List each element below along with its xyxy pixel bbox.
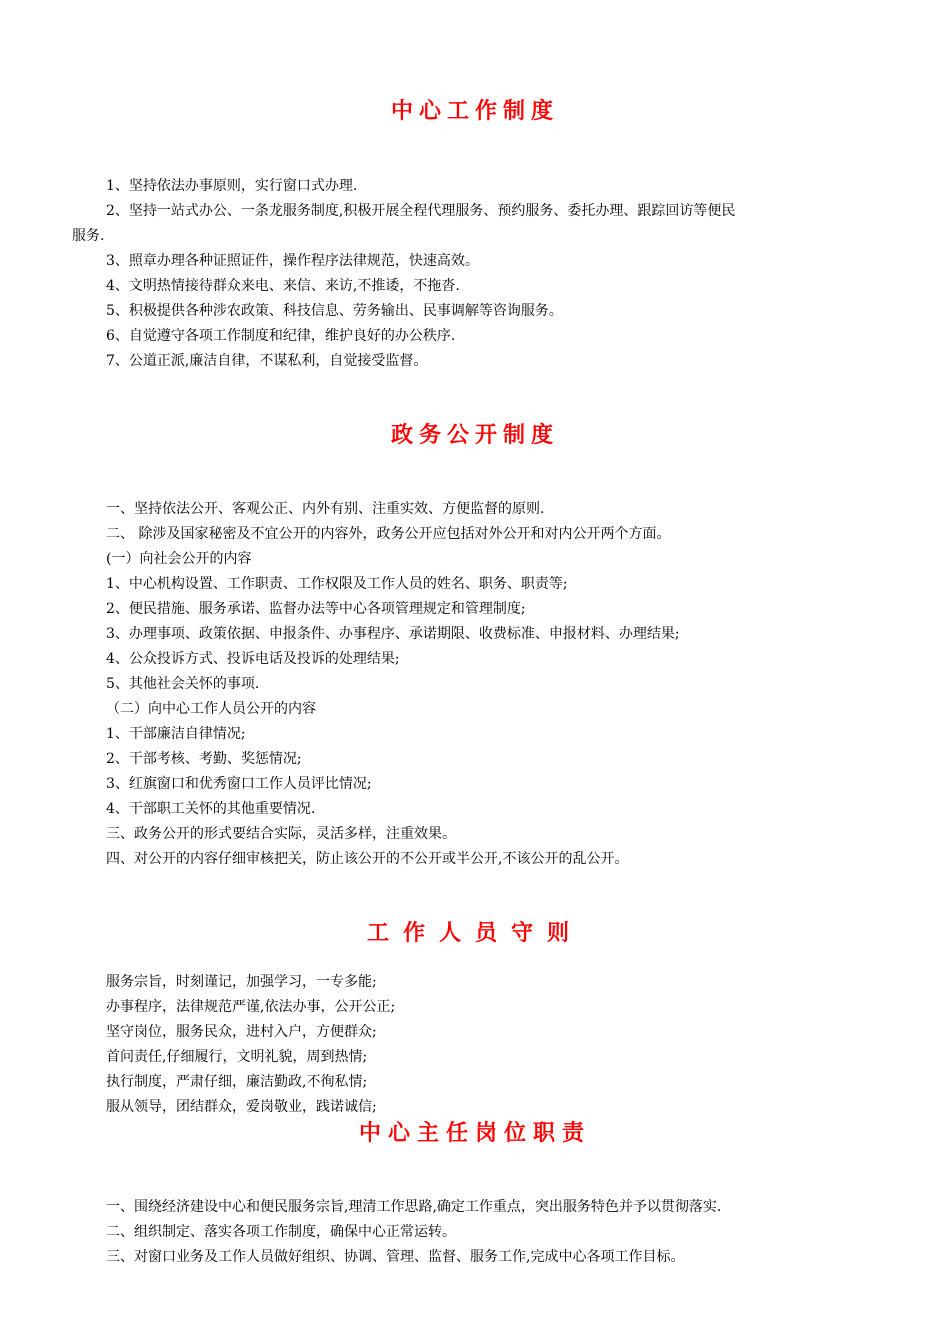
list-item: 首问责任,仔细履行，文明礼貌，周到热情; [106, 1049, 368, 1065]
list-item: 4、公众投诉方式、投诉电话及投诉的处理结果; [106, 651, 400, 667]
list-item: 执行制度，严肃仔细，廉洁勤政,不徇私情; [106, 1074, 368, 1090]
list-item: 二、组织制定、落实各项工作制度，确保中心正常运转。 [106, 1224, 456, 1240]
list-item: 服从领导，团结群众，爱岗敬业，践诺诚信; [106, 1099, 377, 1115]
list-item: 2、坚持一站式办公、一条龙服务制度,积极开展全程代理服务、预约服务、委托办理、跟踪回访等便民 [106, 203, 736, 219]
list-item: 3、照章办理各种证照证件，操作程序法律规范，快速高效。 [106, 253, 479, 269]
list-item: 2、便民措施、服务承诺、监督办法等中心各项管理规定和管理制度; [106, 601, 526, 617]
list-item: 办事程序，法律规范严谨,依法办事，公开公正; [106, 999, 396, 1015]
list-item: 5、积极提供各种涉农政策、科技信息、劳务输出、民事调解等咨询服务。 [106, 303, 563, 319]
staff-rules-list [0, 970, 950, 1120]
list-item: 4、文明热情接待群众来电、来信、来访,不推诿，不拖沓. [106, 278, 460, 294]
list-item: 三、政务公开的形式要结合实际，灵活多样，注重效果。 [106, 826, 456, 842]
list-item: 4、干部职工关怀的其他重要情况. [106, 801, 316, 817]
list-subheading: （二）向中心工作人员公开的内容 [106, 701, 316, 717]
section-title-open-government: 政务公开制度 [390, 423, 559, 448]
section-title-work-system: 中心工作制度 [390, 99, 559, 124]
list-subheading: (一）向社会公开的内容 [106, 551, 252, 567]
list-item: 2、干部考核、考勤、奖惩情况; [106, 751, 302, 767]
section-title-director-duties: 中心主任岗位职责 [358, 1121, 591, 1146]
list-item: 服务宗旨，时刻谨记，加强学习，一专多能; [106, 974, 377, 990]
work-system-list [0, 174, 950, 374]
list-item: 1、坚持依法办事原则，实行窗口式办理. [106, 178, 358, 194]
section-title-staff-rules: 工作人员守则 [366, 921, 583, 946]
list-item: 3、办理事项、政策依据、申报条件、办事程序、承诺期限、收费标准、申报材料、办理结果; [106, 626, 680, 642]
list-item: 二、 除涉及国家秘密及不宜公开的内容外，政务公开应包括对外公开和对内公开两个方面。 [106, 526, 671, 542]
list-item: 6、自觉遵守各项工作制度和纪律，维护良好的办公秩序. [106, 328, 456, 344]
list-item-continuation: 服务. [72, 228, 105, 244]
list-item: 一、围绕经济建设中心和便民服务宗旨,理清工作思路,确定工作重点，突出服务特色并予以贯彻落实. [106, 1199, 722, 1215]
list-item: 三、对窗口业务及工作人员做好组织、协调、管理、监督、服务工作,完成中心各项工作目标。 [106, 1249, 685, 1265]
list-item: 四、对公开的内容仔细审核把关，防止该公开的不公开或半公开,不该公开的乱公开。 [106, 851, 629, 867]
list-item: 5、其他社会关怀的事项. [106, 676, 260, 692]
list-item: 3、红旗窗口和优秀窗口工作人员评比情况; [106, 776, 372, 792]
list-item: 7、公道正派,廉洁自律，不谋私利，自觉接受监督。 [106, 353, 428, 369]
list-item: 一、坚持依法公开、客观公正、内外有别、注重实效、方便监督的原则. [106, 501, 545, 517]
list-item: 坚守岗位，服务民众，进村入户，方便群众; [106, 1024, 377, 1040]
open-government-list [0, 497, 950, 872]
director-duties-list [0, 1195, 950, 1270]
list-item: 1、中心机构设置、工作职责、工作权限及工作人员的姓名、职务、职责等; [106, 576, 568, 592]
list-item: 1、干部廉洁自律情况; [106, 726, 246, 742]
